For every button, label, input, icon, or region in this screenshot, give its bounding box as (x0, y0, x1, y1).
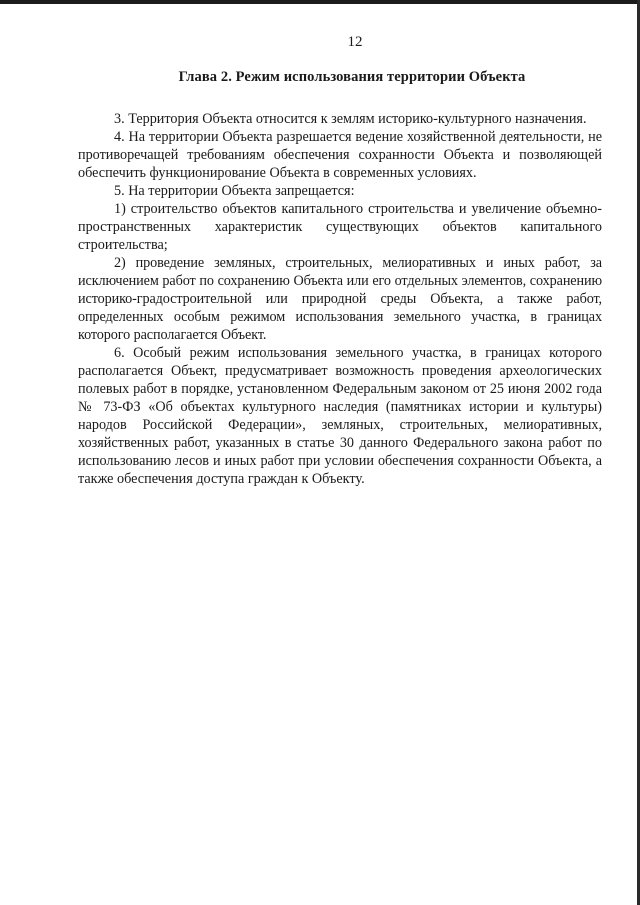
page-number: 12 (347, 34, 363, 50)
paragraph-item-3: 3. Территория Объекта относится к землям историко-культурного назначения. (114, 111, 587, 127)
paragraph-item-6: 6. Особый режим использования земельного участка, в границах которого располагается Объект, предусматривает возможность проведения археологических полевых работ в порядке, установленном Федеральным законом от 25 июня 2002 года № 73-ФЗ «Об объектах культурного наследия (памятниках истории и культуры) народов Российской Федерации», земляных, строительных, мелиоративных, хозяйственных работ, указанных в статье 30 данного Федерального закона работ по использованию лесов и иных работ при условии обеспечения сохранности Объекта, а также обеспечения доступа граждан к Объекту. (78, 345, 602, 487)
chapter-title: Глава 2. Режим использования территории Объекта (178, 69, 526, 85)
paragraph-item-4: 4. На территории Объекта разрешается ведение хозяйственной деятельности, не противоречащей требованиям обеспечения сохранности Объекта и позволяющей обеспечить функционирование Объекта в современных условиях. (78, 129, 602, 181)
subparagraph-1: 1) строительство объектов капитального строительства и увеличение объемно-пространственных характеристик существующих объектов капитального строительства; (78, 201, 602, 253)
paragraph-item-5: 5. На территории Объекта запрещается: (114, 183, 355, 199)
subparagraph-2: 2) проведение земляных, строительных, мелиоративных и иных работ, за исключением работ по сохранению Объекта или его отдельных элементов, сохранению историко-градостроительной или природной среды Объекта, а также работ, определенных особым режимом использования земельного участка, в границах которого располагается Объект. (78, 255, 602, 343)
scan-edge-top (0, 0, 640, 4)
document-page (78, 34, 602, 488)
